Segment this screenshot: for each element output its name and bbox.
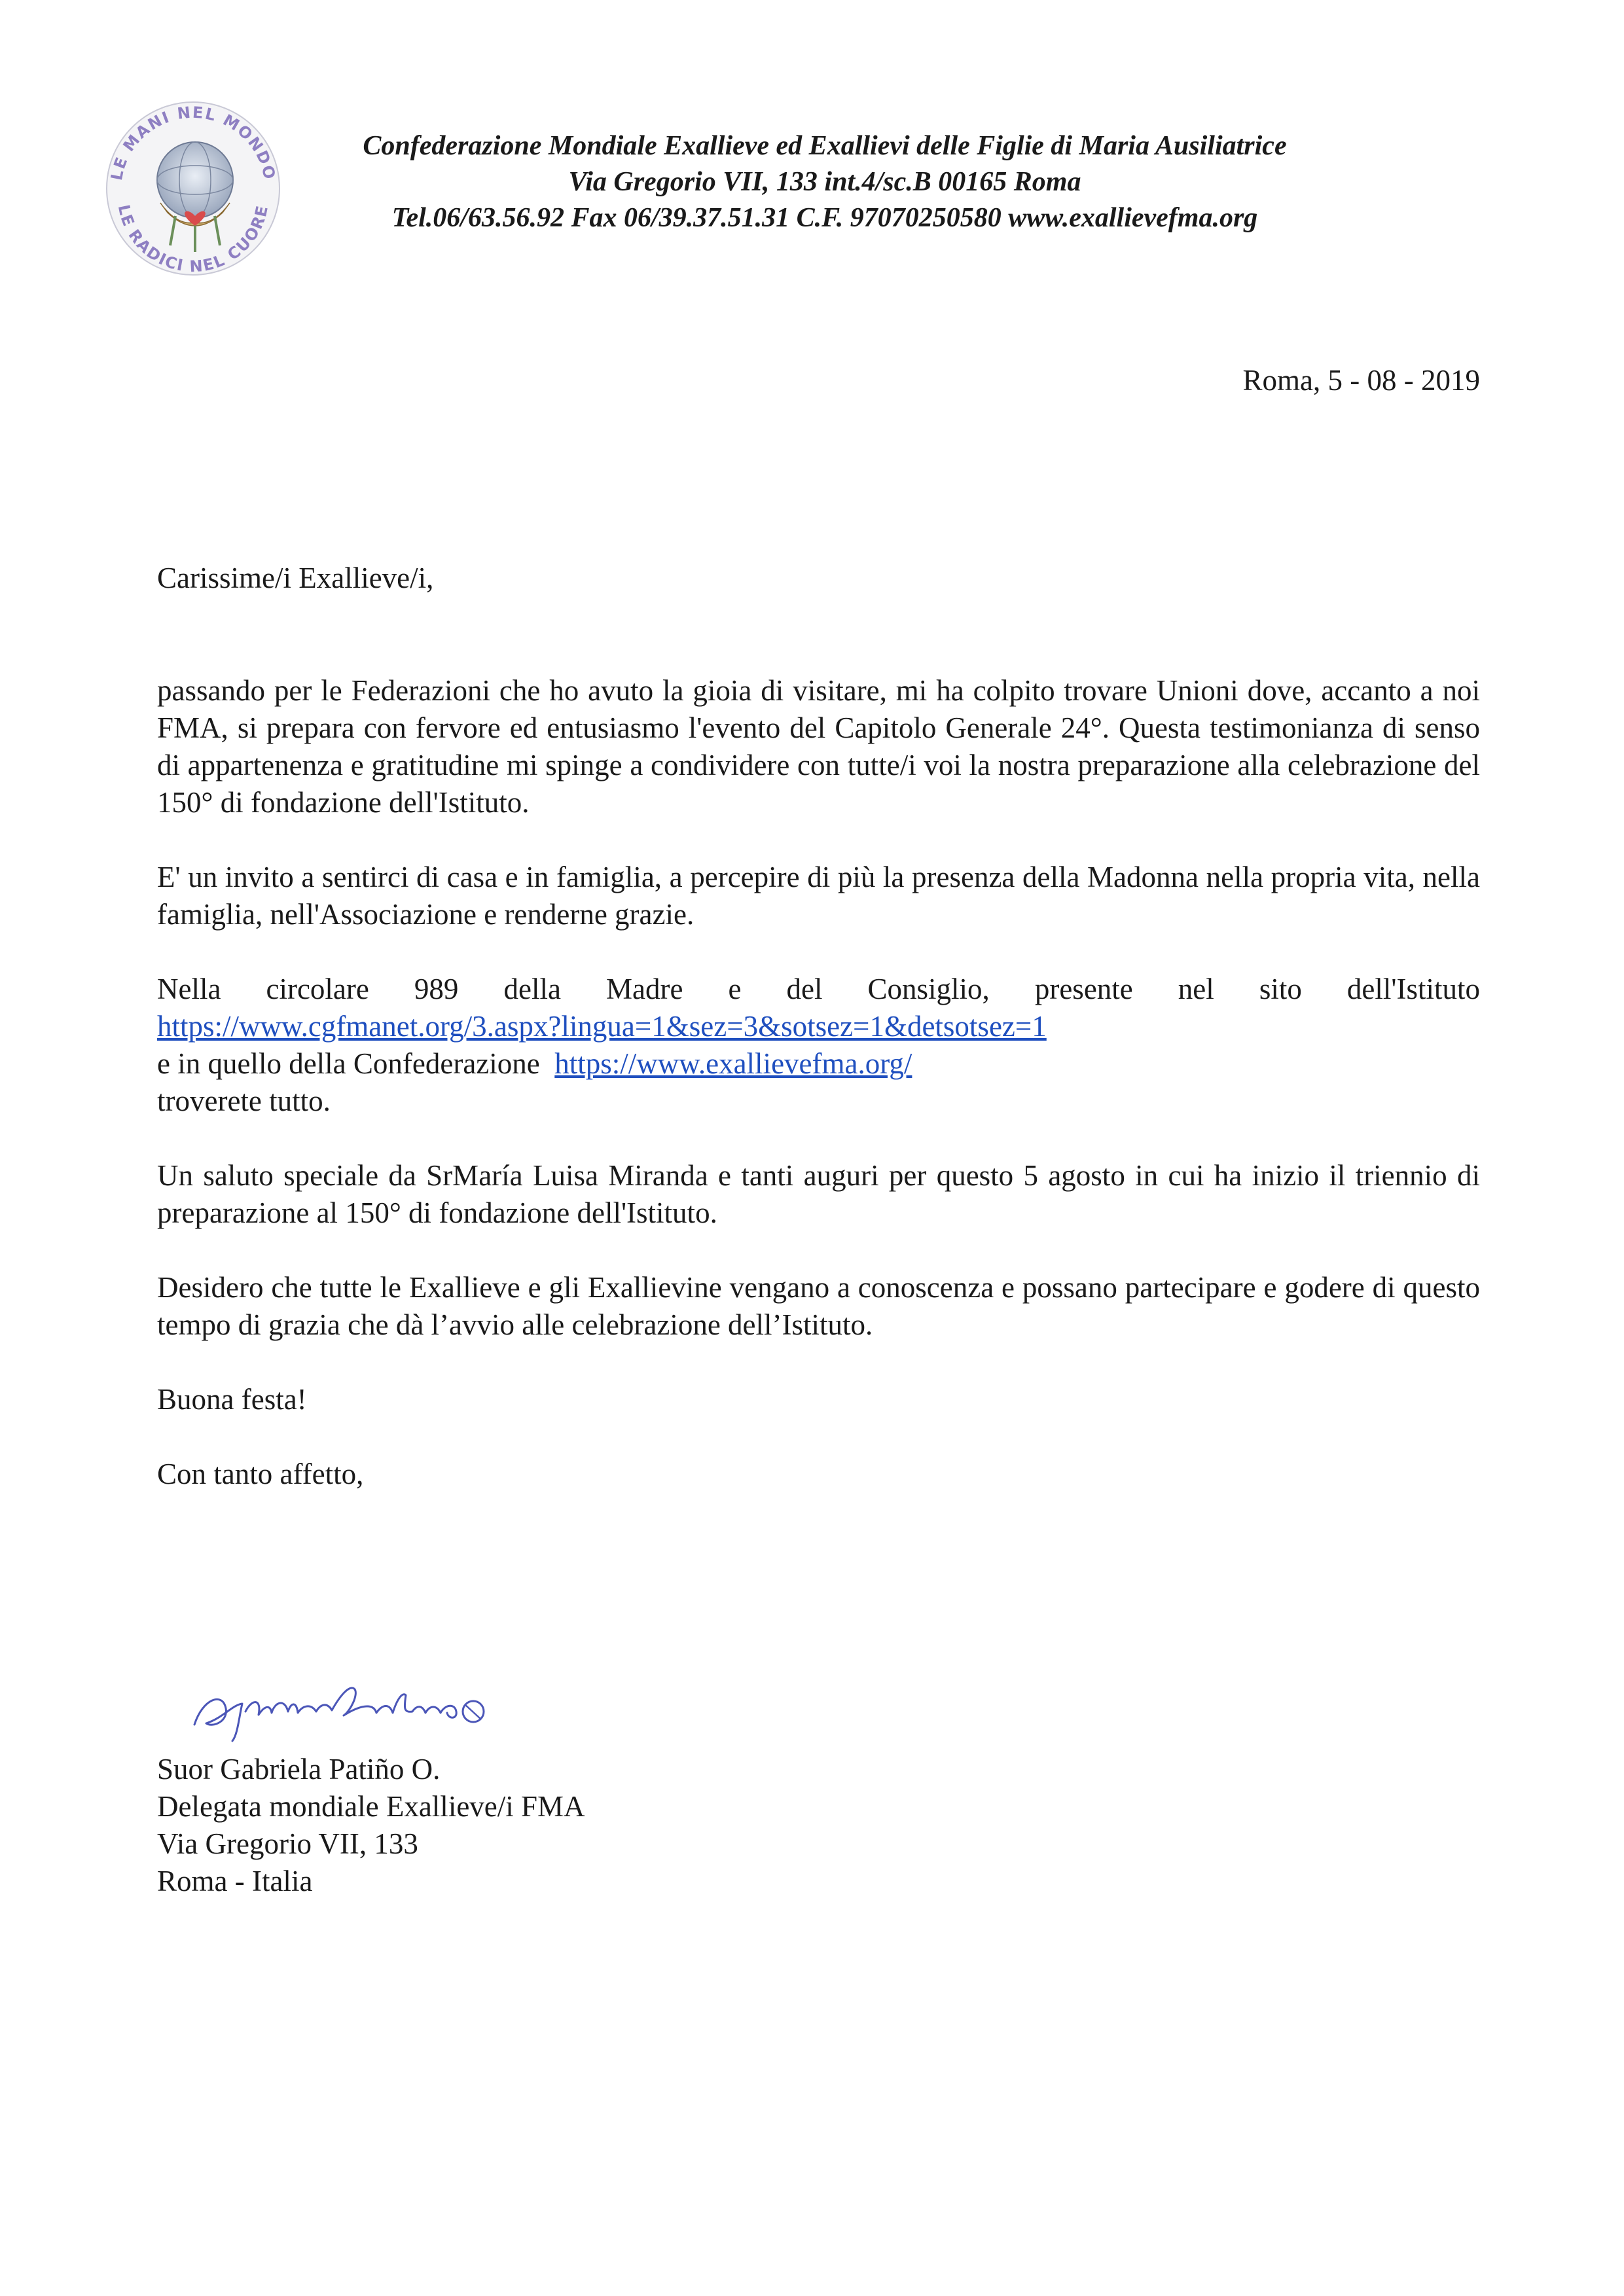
letterhead-contacts: Tel.06/63.56.92 Fax 06/39.37.51.31 C.F. 97070250580 www.exallievefma.org: [391, 203, 1258, 233]
letterhead-org-name: Confederazione Mondiale Exallieve ed Exallievi delle Figlie di Maria Ausiliatrice: [363, 131, 1287, 161]
signer-name: Suor Gabriela Patiño O.: [157, 1753, 441, 1785]
letterhead-address: Via Gregorio VII, 133 int.4/sc.B 00165 Roma: [568, 167, 1081, 197]
letter-body: [157, 560, 1480, 1530]
paragraph-6: Buona festa!: [157, 1383, 307, 1416]
svg-text:LE MANI NEL MONDO: LE MANI NEL MONDO: [107, 103, 280, 183]
letter-date: Roma, 5 - 08 - 2019: [1242, 364, 1480, 397]
signature-block: [157, 1751, 585, 1900]
signer-city: Roma - Italia: [157, 1865, 313, 1897]
paragraph-3: [157, 971, 1480, 1120]
paragraph-1: passando per le Federazioni che ho avuto la gioia di visitare, mi ha colpito trovare Unioni dove, accanto a noi FMA, si prepara con fervore ed entusiasmo l'evento del Capitolo Generale 24°. Questa testimonianza di senso di appartenenza e gratitudine mi spinge a condividere con tutte/i voi la nostra preparazione alla celebrazione del 150° di fondazione dell'Istituto.: [157, 674, 1480, 819]
letterhead: [295, 128, 1355, 236]
signer-role: Delegata mondiale Exallieve/i FMA: [157, 1790, 585, 1823]
paragraph-7: Con tanto affetto,: [157, 1458, 364, 1490]
confederation-logo-icon: [98, 92, 288, 281]
cgfmanet-link[interactable]: https://www.cgfmanet.org/3.aspx?lingua=1&sez=3&sotsez=1&detsotsez=1: [157, 1010, 1047, 1043]
paragraph-2: E' un invito a sentirci di casa e in famiglia, a percepire di più la presenza della Madonna nella propria vita, nella famiglia, nell'Associazione e renderne grazie.: [157, 861, 1480, 931]
svg-text:LE RADICI NEL CUORE: LE RADICI NEL CUORE: [114, 203, 272, 276]
handwritten-signature: [187, 1672, 527, 1744]
exallievefma-link[interactable]: https://www.exallievefma.org/: [554, 1047, 912, 1080]
paragraph-3-closing: troverete tutto.: [157, 1085, 331, 1117]
paragraph-4: Un saluto speciale da SrMaría Luisa Miranda e tanti auguri per questo 5 agosto in cui ha inizio il triennio di preparazione al 150° di fondazione dell'Istituto.: [157, 1159, 1480, 1229]
signer-address: Via Gregorio VII, 133: [157, 1827, 418, 1860]
paragraph-5: Desidero che tutte le Exallieve e gli Exallievine vengano a conoscenza e possano partecipare e godere di questo tempo di grazia che dà l’avvio alle celebrazione dell’Istituto.: [157, 1271, 1480, 1341]
paragraph-3-intro: Nella circolare 989 della Madre e del Consiglio, presente nel sito dell'Istituto: [157, 973, 1480, 1005]
paragraph-3-confederation-text: e in quello della Confederazione: [157, 1047, 555, 1080]
greeting: Carissime/i Exallieve/i,: [157, 562, 434, 594]
